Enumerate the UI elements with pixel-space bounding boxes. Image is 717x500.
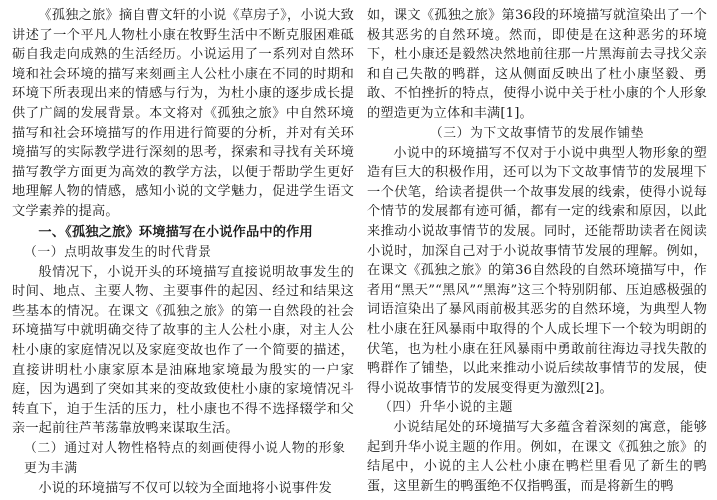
subsection-2-body: 小说的环境描写不仅可以较为全面地将小说事件发 [38,480,332,496]
subsection-4-body: 小说结尾处的环境描写大多蕴含着深刻的寓意，能够起到升华小说主题的作用。例如，在课文《孤独之旅》的结尾中，小说的主人公杜小康在鸭栏里看见了新生的鸭蛋，这里新生的鸭蛋绝不仅指鸭蛋，而是将新生的鸭 [367,420,707,495]
subsection-3-heading: （三）为下文故事情节的发展作铺垫 [429,125,645,141]
right-column [367,6,707,500]
subsection-1-heading: （一）点明故事发生的时代背景 [24,244,212,260]
section-heading: 一、《孤独之旅》环境描写在小说作品中的作用 [38,224,313,240]
subsection-3-body: 小说中的环境描写不仅对于小说中典型人物形象的塑造有巨大的积极作用，还可以为下文故事情节的发展埋下一个伏笔，给读者提供一个故事发展的线索，使得小说每个情节的发展都有迹可循，都有一定的线索和原因，以此来推动小说故事情节的发展。同时，还能帮助读者在阅读小说时，加深自己对于小说故事情节发展的理解。例如，在课文《孤独之旅》的第36自然段的自然环境描写中，作者用“黑天”“黑风”“黑海”这三个特别阴郁、压迫感极强的词语渲染出了暴风雨前极其恶劣的自然环境，为典型人物杜小康在狂风暴雨中取得的个人成长埋下一个较为明朗的伏笔，也为杜小康在狂风暴雨中勇敢前往海边寻找失散的鸭群作了铺垫，以此来推动小说后续故事情节的发展，使得小说故事情节的发展变得更为激烈[2]。 [367,145,707,396]
subsection-4-heading: （四）升华小说的主题 [379,400,513,416]
left-column [12,6,354,500]
subsection-2-heading: （二）通过对人物性格特点的刻画使得小说人物的形象更为丰满 [24,440,346,476]
subsection-1-body: 般情况下，小说开头的环境描写直接说明故事发生的时间、地点、主要人物、主要事件的起因、经过和结果这些基本的情况。在课文《孤独之旅》的第一自然段的社会环境描写中就明确交待了故事的主人公杜小康，对主人公杜小康的家庭情况以及家庭变故也作了一个简要的描述，直接讲明杜小康家原本是油麻地家境最为殷实的一户家庭，因为遇到了突如其来的变故致使杜小康的家境情况斗转直下，迫于生活的压力，杜小康也不得不选择辍学和父亲一起前往芦苇荡靠放鸭来谋取生活。 [12,264,354,437]
continued-paragraph: 如，课文《孤独之旅》第36段的环境描写就渲染出了一个极其恶劣的自然环境。然而，即使是在这种恶劣的环境下，杜小康还是毅然决然地前往那一片黑海前去寻找父亲和自己失散的鸭群，这从侧面反映出了杜小康坚毅、勇敢、不怕挫折的特点，使得小说中关于杜小康的个人形象的塑造更为立体和丰满[1]。 [367,8,707,121]
intro-paragraph: 《孤独之旅》摘自曹文轩的小说《草房子》，小说大致讲述了一个平凡人物杜小康在牧野生活中不断克服困难砥砺自我走向成熟的生活经历。小说运用了一系列对自然环境和社会环境的描写来刻画主人公杜小康在不同的时期和环境下所表现出来的情感与行为，为杜小康的逐步成长提供了广阔的发展背景。本文将对《孤独之旅》中自然环境描写和社会环境描写的作用进行简要的分析，并对有关环境描写的实际教学进行深刻的思考，探索和寻找有关环境描写教学方面更为高效的教学方法，以便于帮助学生更好地理解人物的情感，感知小说的文学魅力，促进学生语文文学素养的提高。 [12,8,354,219]
